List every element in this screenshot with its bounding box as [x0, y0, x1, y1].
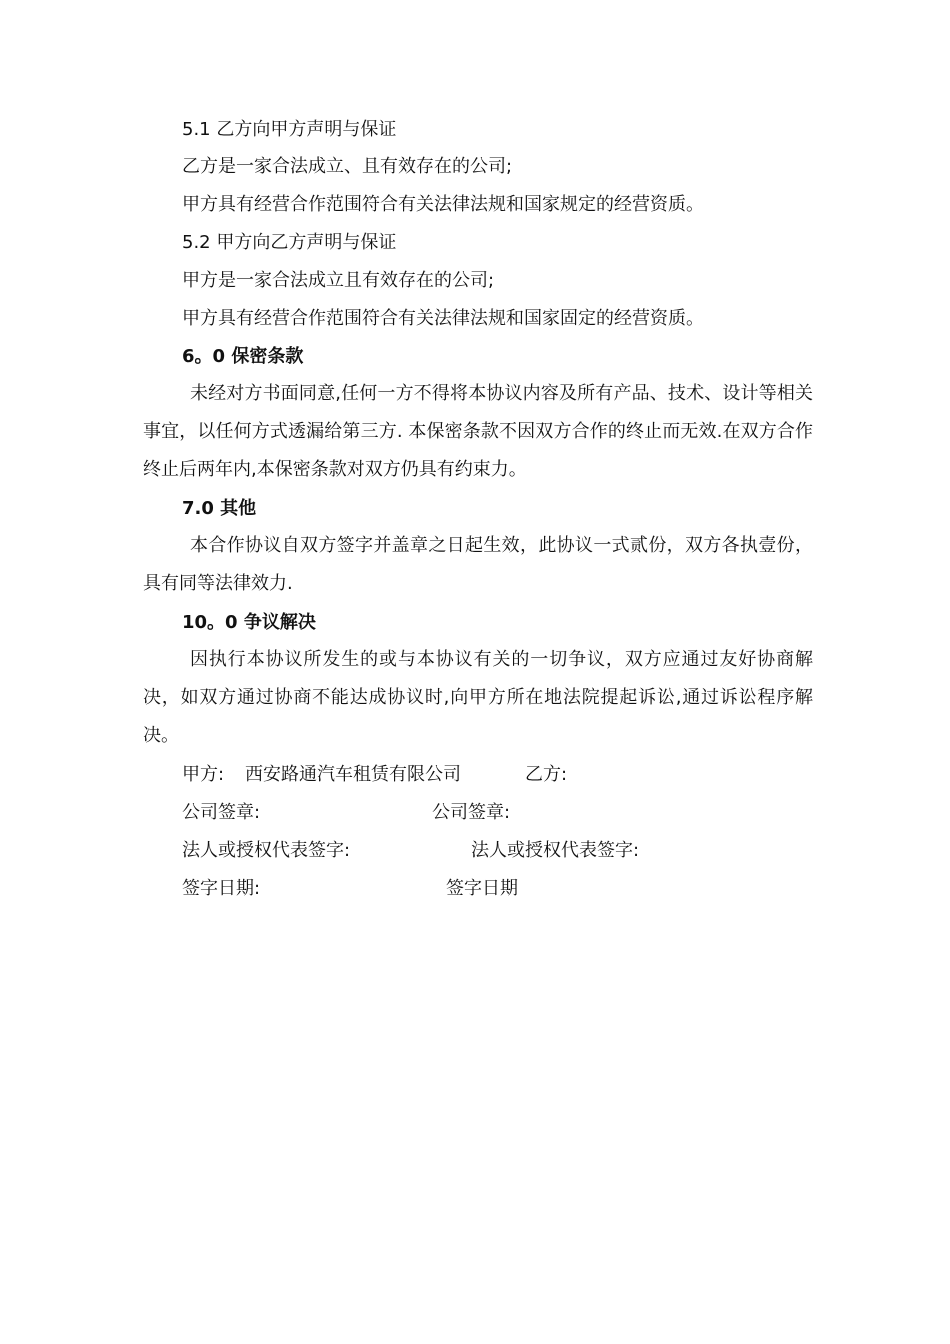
- party-a-seal-label: 公司签章:: [182, 802, 261, 823]
- party-b-representative-label: 法人或授权代表签字:: [471, 840, 640, 861]
- section-6-body: 未经对方书面同意,任何一方不得将本协议内容及所有产品、技术、设计等相关事宜，以任何方式透漏给第三方. 本保密条款不因双方合作的终止而无效.在双方合作终止后两年内,本保密条款对双方仍具有约束力。: [143, 383, 813, 480]
- section-5-1-line-2: 甲方具有经营合作范围符合有关法律法规和国家规定的经营资质。: [182, 194, 704, 215]
- section-5-1-heading: 5.1 乙方向甲方声明与保证: [182, 119, 397, 140]
- section-7-heading: 7.0 其他: [182, 498, 257, 519]
- section-7-body: 本合作协议自双方签字并盖章之日起生效，此协议一式贰份，双方各执壹份，具有同等法律效力.: [143, 535, 813, 594]
- section-5-2-line-1: 甲方是一家合法成立且有效存在的公司;: [182, 270, 495, 291]
- section-6-heading: 6。0 保密条款: [182, 346, 304, 367]
- party-a-label: 甲方:: [182, 764, 225, 785]
- party-b-label: 乙方:: [525, 764, 568, 785]
- party-b-seal-label: 公司签章:: [432, 802, 511, 823]
- section-5-2-line-2: 甲方具有经营合作范围符合有关法律法规和国家固定的经营资质。: [182, 308, 704, 329]
- party-b-date-label: 签字日期: [446, 878, 518, 899]
- party-a-date-label: 签字日期:: [182, 878, 261, 899]
- party-a-representative-label: 法人或授权代表签字:: [182, 840, 351, 861]
- section-10-heading: 10。0 争议解决: [182, 612, 316, 633]
- section-5-1-line-1: 乙方是一家合法成立、且有效存在的公司;: [182, 156, 513, 177]
- section-10-body: 因执行本协议所发生的或与本协议有关的一切争议，双方应通过友好协商解决，如双方通过协商不能达成协议时,向甲方所在地法院提起诉讼,通过诉讼程序解决。: [143, 649, 813, 746]
- party-a-name: 西安路通汽车租赁有限公司: [245, 764, 461, 785]
- section-5-2-heading: 5.2 甲方向乙方声明与保证: [182, 232, 397, 253]
